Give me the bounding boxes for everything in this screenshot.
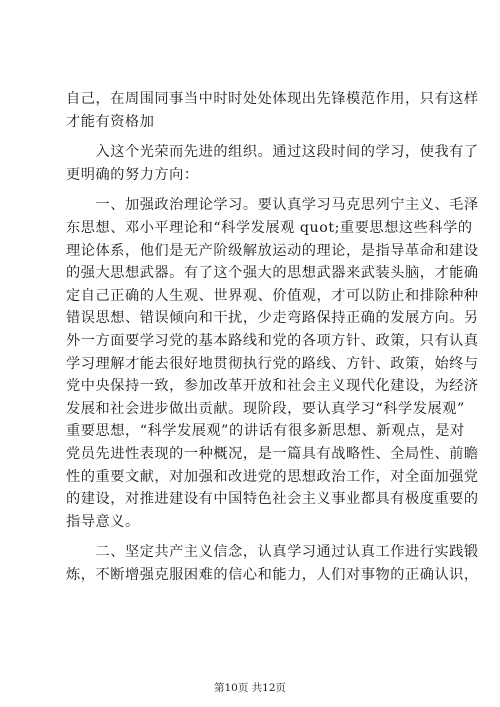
text-line: 外一方面要学习党的基本路线和党的各项方针、政策，只有认真 — [66, 332, 479, 349]
page-number-footer: 第10页 共12页 — [213, 682, 287, 694]
text-line: 党中央保持一致，参加改革开放和社会主义现代化建设，为经济 — [66, 378, 479, 395]
text-line: 发展和社会进步做出贡献。现阶段，要认真学习“科学发展观” — [66, 400, 465, 417]
text-line: 炼，不断增强克服困难的信心和能力，人们对事物的正确认识， — [66, 566, 479, 583]
text-line: 的强大思想武器。有了这个强大的思想武器来武装头脑，才能确 — [66, 265, 479, 282]
text-line: 的建设，对推进建设有中国特色社会主义事业都具有极度重要的 — [66, 491, 479, 508]
paragraph — [66, 541, 479, 586]
text-line: 指导意义。 — [66, 513, 140, 530]
text-line: 性的重要文献，对加强和改进党的思想政治工作，对全面加强党 — [66, 468, 479, 485]
text-line: 更明确的努力方向： — [66, 166, 199, 183]
text-line: 学习理解才能去很好地贯彻执行党的路线、方针、政策，始终与 — [66, 355, 479, 372]
text-line: 东思想、邓小平理论和“科学发展观 quot;重要思想这些科学的 — [66, 219, 473, 236]
text-line: 党员先进性表现的一种概况，是一篇具有战略性、全局性、前瞻 — [66, 445, 479, 462]
paragraph — [66, 88, 479, 133]
text-line: 入这个光荣而先进的组织。通过这段时间的学习，使我有了 — [66, 144, 479, 161]
paragraph — [66, 194, 479, 533]
text-line: 理论体系，他们是无产阶级解放运动的理论，是指导革命和建设 — [66, 242, 479, 259]
text-line: 错误思想、错误倾向和干扰，少走弯路保持正确的发展方向。另 — [66, 310, 479, 327]
paragraph — [66, 141, 479, 186]
text-line: 才能有资格加 — [66, 113, 155, 130]
text-line: 重要思想，“科学发展观”的讲话有很多新思想、新观点，是对 — [66, 423, 465, 440]
document-body — [66, 88, 479, 586]
text-line: 定自己正确的人生观、世界观、价值观，才可以防止和排除种种 — [66, 287, 479, 304]
text-line: 二、坚定共产主义信念，认真学习通过认真工作进行实践锻 — [66, 544, 479, 561]
text-line: 一、加强政治理论学习。要认真学习马克思列宁主义、毛泽 — [66, 197, 479, 214]
text-line: 自己，在周围同事当中时时处处体现出先锋模范作用，只有这样 — [66, 91, 479, 107]
